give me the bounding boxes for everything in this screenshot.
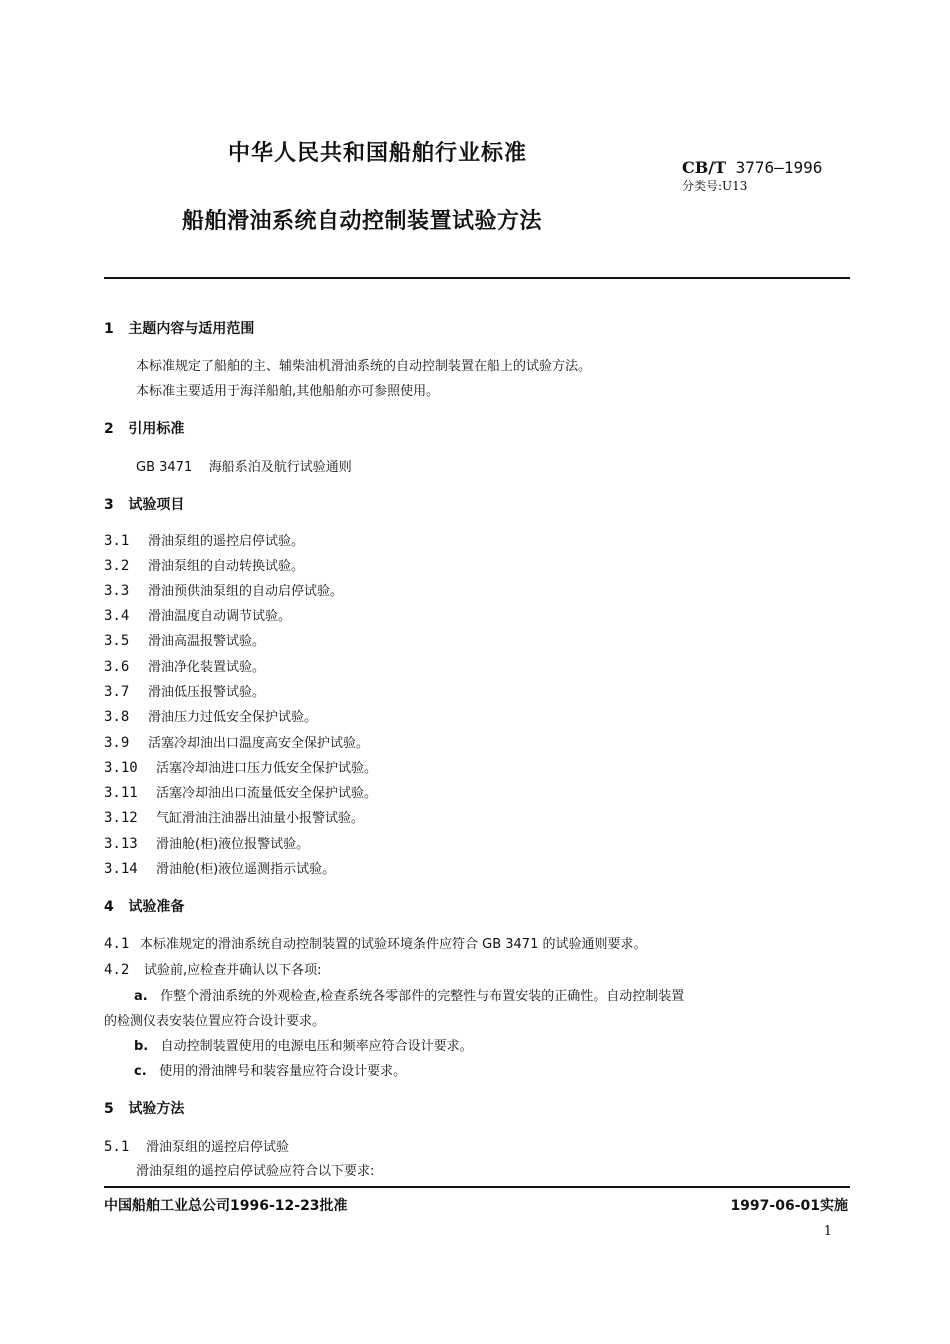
sub-item-a [134, 985, 684, 1004]
section-2-heading [104, 418, 184, 438]
reference-title: 海船系泊及航行试验通则 [208, 460, 352, 475]
item-number: 3.13 [104, 836, 138, 852]
item-text: 活塞冷却油进口压力低安全保护试验。 [156, 761, 378, 776]
item-text: 滑油泵组的自动转换试验。 [148, 559, 305, 574]
clause-number: 5.1 [104, 1139, 130, 1155]
list-item [104, 833, 309, 852]
clause-number: 4.2 [104, 962, 130, 978]
section-number: 5 [104, 1101, 114, 1117]
item-number: 3.10 [104, 760, 138, 776]
list-item [104, 807, 364, 826]
paragraph: 本标准规定了船舶的主、辅柴油机滑油系统的自动控制装置在船上的试验方法。 [136, 359, 592, 374]
item-number: 3.5 [104, 633, 130, 649]
standard-prefix: CB/T [682, 158, 727, 177]
list-item [104, 732, 369, 751]
clause-number: 4.1 [104, 936, 130, 952]
sub-item-text: 使用的滑油牌号和装容量应符合设计要求。 [159, 1064, 407, 1079]
item-text: 活塞冷却油出口流量低安全保护试验。 [156, 786, 378, 801]
classification-code: 分类号:U13 [682, 179, 748, 193]
item-text: 滑油泵组的遥控启停试验。 [148, 534, 305, 549]
item-number: 3.7 [104, 684, 130, 700]
reference-entry [136, 456, 352, 475]
section-3-heading [104, 494, 184, 514]
paragraph: 本标准主要适用于海洋船舶,其他船舶亦可参照使用。 [136, 384, 440, 399]
header-divider [104, 277, 850, 279]
sub-item-b [134, 1035, 473, 1054]
standard-number: 3776—1996 [726, 158, 823, 177]
clause [104, 959, 322, 978]
item-number: 3.8 [104, 709, 130, 725]
list-item [104, 580, 343, 599]
item-text: 滑油温度自动调节试验。 [148, 609, 292, 624]
implementation-date: 1997-06-01实施 [730, 1198, 848, 1214]
sub-item-continuation: 的检测仪表安装位置应符合设计要求。 [104, 1014, 326, 1029]
item-number: 3.2 [104, 558, 130, 574]
item-text: 活塞冷却油出口温度高安全保护试验。 [148, 736, 370, 751]
section-title: 主题内容与适用范围 [128, 321, 255, 337]
section-1-heading [104, 318, 254, 338]
item-text: 气缸滑油注油器出油量小报警试验。 [156, 811, 365, 826]
sub-item-label: a. [134, 989, 148, 1004]
list-item [104, 555, 304, 574]
item-text: 滑油舱(柜)液位报警试验。 [156, 837, 310, 852]
sub-item-label: b. [134, 1039, 149, 1054]
section-4-heading [104, 896, 184, 916]
clause [104, 933, 646, 952]
section-number: 3 [104, 497, 114, 513]
page-number: 1 [823, 1224, 832, 1239]
list-item [104, 782, 377, 801]
item-text: 滑油净化装置试验。 [148, 660, 266, 675]
section-5-heading [104, 1098, 184, 1118]
section-number: 1 [104, 321, 114, 337]
item-text: 滑油低压报警试验。 [148, 685, 266, 700]
item-text: 滑油高温报警试验。 [148, 634, 266, 649]
clause-title: 滑油泵组的遥控启停试验 [146, 1140, 290, 1155]
item-number: 3.9 [104, 735, 130, 751]
document-title: 船舶滑油系统自动控制装置试验方法 [182, 209, 543, 234]
approval-line: 中国船舶工业总公司1996-12-23批准 [104, 1198, 348, 1214]
paragraph: 滑油泵组的遥控启停试验应符合以下要求: [136, 1164, 375, 1179]
standard-code [682, 158, 822, 177]
list-item [104, 858, 335, 877]
sub-item-text: 自动控制装置使用的电源电压和频率应符合设计要求。 [160, 1039, 473, 1054]
sub-item-label: c. [134, 1064, 147, 1079]
footer-divider [104, 1186, 850, 1188]
item-number: 3.4 [104, 608, 130, 624]
sub-item-c [134, 1060, 406, 1079]
item-number: 3.14 [104, 861, 138, 877]
sub-item-text: 作整个滑油系统的外观检查,检查系统各零部件的完整性与布置安装的正确性。自动控制装置 [160, 989, 685, 1004]
section-title: 引用标准 [128, 421, 185, 437]
item-number: 3.11 [104, 785, 138, 801]
list-item [104, 630, 265, 649]
item-text: 滑油舱(柜)液位遥测指示试验。 [156, 862, 336, 877]
clause-text: 本标准规定的滑油系统自动控制装置的试验环境条件应符合 GB 3471 的试验通则要求。 [140, 937, 647, 952]
section-number: 2 [104, 421, 114, 437]
org-title: 中华人民共和国船舶行业标准 [228, 141, 528, 166]
item-number: 3.12 [104, 810, 138, 826]
item-number: 3.3 [104, 583, 130, 599]
list-item [104, 605, 291, 624]
list-item [104, 681, 265, 700]
item-number: 3.1 [104, 533, 130, 549]
list-item [104, 530, 304, 549]
section-title: 试验准备 [128, 899, 185, 915]
section-title: 试验方法 [128, 1101, 185, 1117]
clause [104, 1136, 289, 1155]
list-item [104, 706, 317, 725]
section-number: 4 [104, 899, 114, 915]
item-text: 滑油预供油泵组的自动启停试验。 [148, 584, 344, 599]
reference-code: GB 3471 [136, 460, 193, 475]
item-text: 滑油压力过低安全保护试验。 [148, 710, 318, 725]
clause-text: 试验前,应检查并确认以下各项: [144, 963, 322, 978]
section-title: 试验项目 [128, 497, 185, 513]
list-item [104, 757, 377, 776]
list-item [104, 656, 265, 675]
item-number: 3.6 [104, 659, 130, 675]
